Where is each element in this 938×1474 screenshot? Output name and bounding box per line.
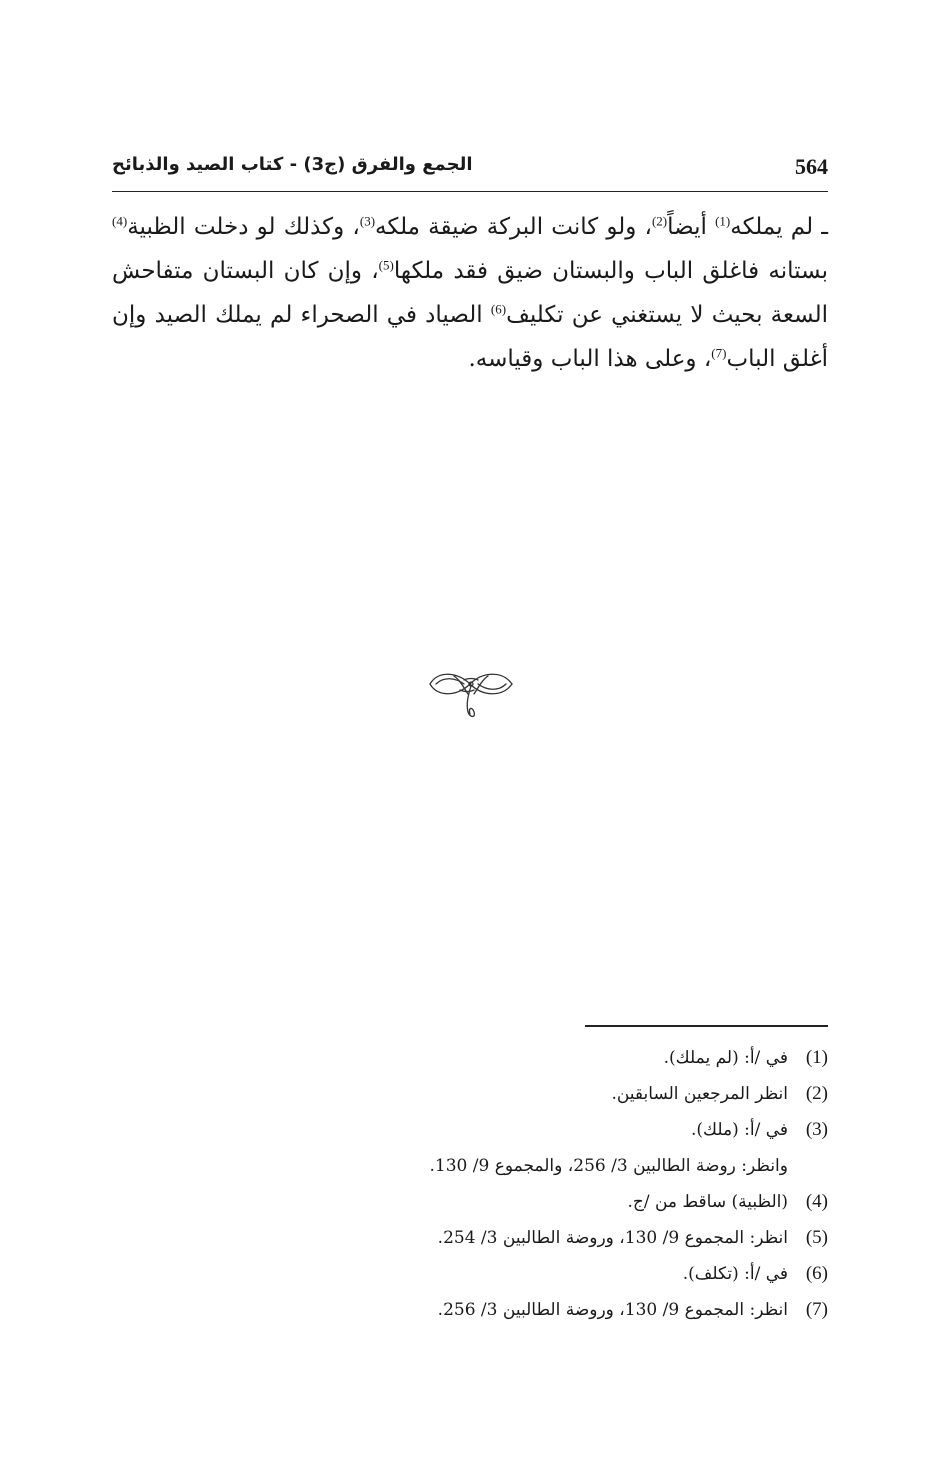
- footnote-item: [268, 1256, 828, 1292]
- footnote-text: انظر: المجموع 9/ 130، وروضة الطالبين 3/ 254.: [437, 1228, 788, 1248]
- footnote-text: انظر المرجعين السابقين.: [611, 1084, 788, 1104]
- footnote-item: [268, 1112, 828, 1148]
- footnote-text: انظر: المجموع 9/ 130، وروضة الطالبين 3/ 256.: [437, 1300, 788, 1320]
- header-divider: [112, 191, 828, 192]
- text-segment: الصياد في الصحراء لم يملك الصيد وإن أغلق الباب$^{(7)}$: [112, 302, 828, 372]
- footnote-item: [268, 1076, 828, 1112]
- footnote-number: (4): [805, 1191, 828, 1212]
- text-segment: ـ لم يملكه$^{(1)}$: [715, 213, 828, 240]
- footnote-marker[interactable]: (3): [359, 213, 376, 229]
- footnote-text: في /أ: (تكلف).: [682, 1264, 788, 1284]
- floral-ornament-icon: [424, 662, 518, 728]
- footnote-number: (3): [805, 1119, 828, 1140]
- footnote-number: (7): [805, 1299, 828, 1320]
- text-segment: ، ولو كانت البركة ضيقة ملكه$^{(3)}$: [359, 213, 652, 240]
- main-paragraph: [112, 205, 828, 381]
- footnote-marker[interactable]: (5): [378, 257, 394, 273]
- footnote-marker[interactable]: (7): [711, 345, 727, 361]
- footnote-marker[interactable]: (1): [715, 213, 731, 229]
- text-segment: ، وإن كان البستان متفاحش السعة بحيث لا يستغني عن تكليف$^{(6)}$: [112, 258, 829, 328]
- footnote-number: (6): [805, 1263, 828, 1284]
- footnote-text: في /أ: (ملك).: [690, 1120, 788, 1140]
- footnote-divider: [585, 1025, 828, 1027]
- footnote-number: (2): [805, 1083, 828, 1104]
- text-segment: ، وكذلك لو دخلت الظبية$^{(4)}$: [112, 213, 360, 240]
- footnote-item: [268, 1040, 828, 1076]
- footnotes-list: [268, 1040, 828, 1328]
- footnote-text: وانظر: روضة الطالبين 3/ 256، والمجموع 9/ 130.: [429, 1156, 788, 1176]
- page-number: 564: [795, 154, 828, 179]
- footnote-continuation: [268, 1148, 828, 1184]
- footnote-marker[interactable]: (4): [112, 213, 128, 229]
- footnote-text: في /أ: (لم يملك).: [663, 1048, 788, 1068]
- footnote-item: [268, 1292, 828, 1328]
- footnote-item: [268, 1220, 828, 1256]
- footnote-text: (الظبية) ساقط من /ج.: [627, 1192, 788, 1212]
- text-segment: ، وعلى هذا الباب وقياسه.: [468, 346, 712, 372]
- page-header: [112, 150, 828, 190]
- text-segment: بستانه فاغلق الباب والبستان ضيق فقد ملكها$^{(5)}$: [378, 257, 828, 284]
- running-title: الجمع والفرق (ج3) - كتاب الصيد والذبائح: [112, 154, 473, 175]
- footnote-marker[interactable]: (6): [490, 301, 507, 317]
- footnote-item: [268, 1184, 828, 1220]
- footnote-number: (1): [805, 1047, 828, 1068]
- text-segment: أيضاً$^{(2)}$: [651, 213, 716, 240]
- footnote-number: (5): [805, 1227, 828, 1248]
- footnote-marker[interactable]: (2): [651, 213, 668, 229]
